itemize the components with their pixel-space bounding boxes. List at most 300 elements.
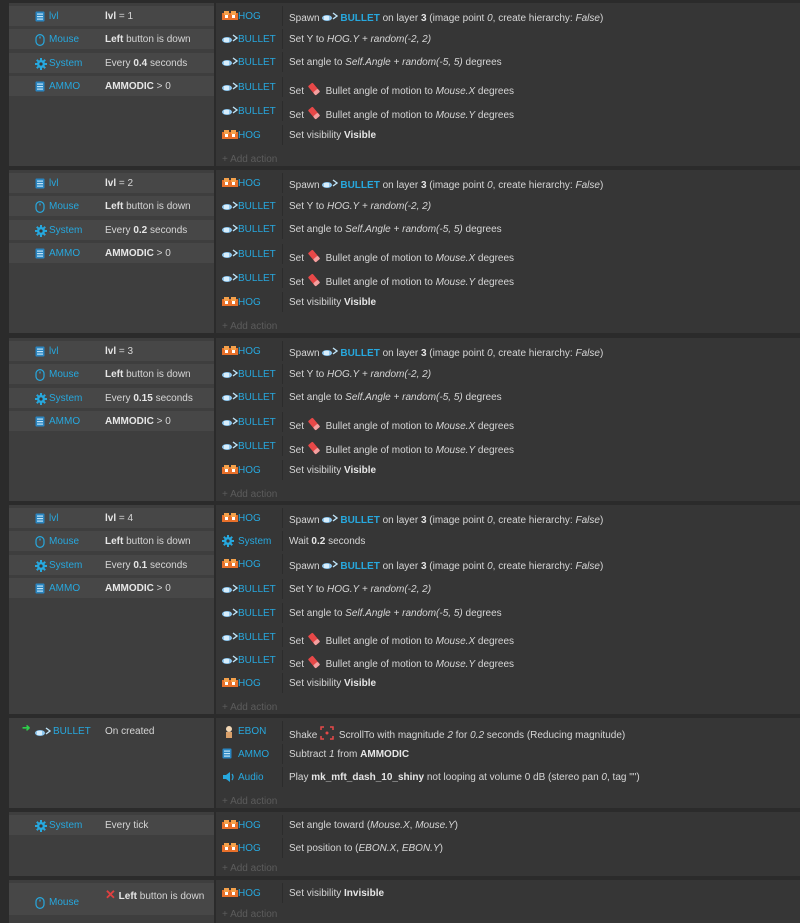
condition-row[interactable] (9, 6, 214, 26)
text-segment: Shake (289, 730, 321, 741)
condition-object-name: AMMO (49, 583, 81, 594)
hog-sprite-icon (222, 296, 237, 308)
text-segment: Play (289, 772, 312, 783)
text-segment: seconds (325, 536, 366, 547)
action-row[interactable] (216, 244, 800, 264)
text-segment: = 4 (116, 513, 134, 524)
action-row[interactable] (216, 673, 800, 693)
condition-text (105, 81, 171, 92)
text-segment: 0.15 (133, 393, 153, 404)
action-row[interactable] (216, 101, 800, 121)
action-row[interactable] (216, 508, 800, 528)
text-segment: button is down (123, 34, 191, 45)
action-text (289, 178, 603, 193)
text-segment: Set Y to (289, 584, 327, 595)
text-segment: ) (439, 843, 443, 854)
bullet-sprite-icon (222, 33, 237, 45)
condition-object-name: AMMO (49, 416, 81, 427)
action-row[interactable] (216, 387, 800, 407)
text-segment: degrees (475, 636, 515, 647)
text-segment: , create hierarchy: (492, 515, 576, 526)
text-segment: Bullet angle of motion to (322, 445, 436, 456)
action-row[interactable] (216, 627, 800, 647)
condition-row[interactable] (9, 815, 214, 835)
variable-icon (35, 81, 45, 92)
action-object-name: HOG (238, 559, 261, 570)
conditions-panel[interactable] (9, 718, 214, 808)
text-segment: 0 (487, 348, 493, 359)
text-segment: seconds (Reducing magnitude) (484, 730, 626, 741)
mouse-icon (35, 34, 45, 45)
text-segment: 1 (329, 749, 335, 760)
text-segment: button is down (123, 201, 191, 212)
event-block[interactable] (0, 3, 800, 166)
conditions-panel[interactable] (9, 170, 214, 333)
action-text (289, 392, 502, 403)
action-row[interactable] (216, 412, 800, 432)
bullet-sprite-icon (222, 440, 237, 452)
action-divider (282, 6, 283, 26)
condition-row[interactable] (9, 220, 214, 240)
event-block[interactable] (0, 170, 800, 333)
action-divider (282, 364, 283, 384)
bullet-sprite-icon (222, 248, 237, 260)
action-divider (282, 554, 283, 574)
condition-row[interactable] (9, 76, 214, 96)
text-segment: Set (289, 110, 307, 121)
object-reference: BULLET (340, 515, 380, 526)
action-text (289, 57, 502, 68)
action-object-name: BULLET (238, 201, 276, 212)
action-divider (282, 244, 283, 264)
inverted-x-icon: ✕ (105, 887, 116, 902)
hog-sprite-icon (222, 464, 237, 476)
action-row[interactable] (216, 196, 800, 216)
event-block[interactable] (0, 338, 800, 501)
bullet-sprite-icon (222, 105, 237, 117)
text-segment: AMMODIC (105, 248, 154, 259)
text-segment: Set visibility (289, 130, 345, 141)
condition-object-name: AMMO (49, 248, 81, 259)
text-segment: 3 (420, 348, 427, 359)
bullet-sprite-icon (222, 391, 237, 403)
text-segment: button is down (123, 369, 191, 380)
action-row[interactable] (216, 125, 800, 145)
condition-object-name: Mouse (49, 369, 80, 380)
mouse-icon (35, 201, 45, 212)
condition-row[interactable] (9, 364, 214, 384)
conditions-panel[interactable] (9, 338, 214, 501)
text-segment: AMMODIC (105, 416, 154, 427)
bullet-sprite-icon (222, 81, 237, 93)
action-divider (282, 603, 283, 623)
condition-row[interactable] (9, 555, 214, 575)
condition-text (105, 536, 191, 547)
bullet-sprite-icon (222, 272, 237, 284)
system-gear-icon (35, 393, 45, 404)
text-segment: degrees (475, 659, 515, 670)
condition-object-name: lvl (49, 346, 59, 357)
condition-row[interactable] (9, 196, 214, 216)
event-margin[interactable] (0, 3, 8, 166)
action-text (289, 441, 514, 458)
event-margin[interactable] (0, 812, 8, 876)
condition-object-name: Mouse (49, 34, 80, 45)
action-row[interactable] (216, 364, 800, 384)
text-segment: + random(-2, 2) (359, 201, 432, 212)
hog-sprite-icon (222, 345, 237, 357)
eraser-icon (307, 655, 321, 672)
text-segment: > 0 (153, 81, 171, 92)
text-segment: AMMODIC (105, 81, 154, 92)
action-row[interactable] (216, 554, 800, 574)
action-divider (282, 531, 283, 551)
text-segment: 0.2 (311, 536, 326, 547)
action-row[interactable] (216, 460, 800, 480)
action-row[interactable] (216, 531, 800, 551)
text-segment: seconds (147, 225, 188, 236)
action-object-name: HOG (238, 465, 261, 476)
action-object-name: AMMO (238, 749, 270, 760)
action-divider (282, 125, 283, 145)
text-segment: Mouse.X (435, 86, 476, 97)
system-gear-icon (35, 820, 45, 831)
condition-text (105, 34, 191, 45)
bullet-sprite-icon (222, 368, 237, 380)
text-segment: HOG.Y (327, 584, 360, 595)
bullet-sprite-icon (222, 607, 237, 619)
action-text (289, 11, 603, 26)
text-segment: 3 (420, 13, 427, 24)
text-segment: Mouse.Y (435, 659, 476, 670)
text-segment: Mouse.X (435, 421, 476, 432)
text-segment: Visible (344, 465, 377, 476)
text-segment: Set (289, 636, 307, 647)
action-object-name: BULLET (238, 584, 276, 595)
action-divider (282, 77, 283, 97)
text-segment: + random(-2, 2) (359, 584, 432, 595)
action-row[interactable] (216, 341, 800, 361)
actions-panel[interactable] (216, 718, 800, 808)
add-action-link[interactable]: + Add action (222, 863, 278, 874)
actions-panel[interactable] (216, 880, 800, 923)
eraser-icon (307, 106, 321, 123)
text-segment: 0 (487, 515, 493, 526)
text-segment: Set Y to (289, 201, 327, 212)
action-row[interactable] (216, 650, 800, 670)
text-segment: Left (105, 369, 124, 380)
action-divider (282, 387, 283, 407)
text-segment: (image point (426, 561, 488, 572)
hog-sprite-icon (222, 177, 237, 189)
add-action-link[interactable]: + Add action (222, 702, 278, 713)
condition-row[interactable] (9, 388, 214, 408)
action-row[interactable] (216, 436, 800, 456)
text-segment: Mouse.X (435, 636, 476, 647)
action-row[interactable] (216, 767, 800, 787)
actions-panel[interactable] (216, 505, 800, 714)
text-segment: ) (599, 561, 604, 572)
action-row[interactable] (216, 52, 800, 72)
event-block[interactable] (0, 718, 800, 808)
text-segment: on layer (379, 180, 421, 191)
hog-sprite-icon (222, 887, 237, 899)
action-row[interactable] (216, 6, 800, 26)
text-segment: 0 (487, 13, 493, 24)
action-row[interactable] (216, 219, 800, 239)
action-object-name: BULLET (238, 417, 276, 428)
text-segment: ) (454, 820, 459, 831)
text-segment: On created (105, 726, 155, 737)
condition-text (105, 513, 133, 524)
eraser-icon (307, 273, 321, 290)
action-row[interactable] (216, 838, 800, 858)
action-divider (282, 627, 283, 647)
text-segment: Every (105, 560, 134, 571)
condition-text (105, 726, 154, 737)
action-text (289, 843, 443, 854)
add-action-link[interactable]: + Add action (222, 796, 278, 807)
condition-text (105, 58, 187, 69)
action-row[interactable] (216, 721, 800, 741)
bullet-sprite-icon (222, 200, 237, 212)
text-segment: = 3 (116, 346, 134, 357)
text-segment: 0.2 (470, 730, 485, 741)
actions-panel[interactable] (216, 170, 800, 333)
text-segment: (image point (426, 348, 488, 359)
text-segment: Set visibility (289, 888, 345, 899)
condition-row[interactable] (9, 243, 214, 263)
event-margin[interactable] (0, 718, 8, 808)
bullet-sprite-icon (222, 223, 237, 235)
text-segment: AMMODIC (105, 583, 154, 594)
text-segment: Set angle to (289, 392, 346, 403)
condition-row[interactable] (9, 508, 214, 528)
actions-panel[interactable] (216, 3, 800, 166)
event-margin[interactable] (0, 338, 8, 501)
event-block[interactable] (0, 812, 800, 876)
action-object-name: BULLET (238, 224, 276, 235)
condition-text (105, 201, 191, 212)
eraser-icon (307, 249, 321, 266)
action-row[interactable] (216, 292, 800, 312)
text-segment: HOG.Y (327, 369, 360, 380)
action-object-name: BULLET (238, 82, 276, 93)
action-divider (282, 673, 283, 693)
event-block[interactable] (0, 880, 800, 923)
condition-object-name: Mouse (49, 897, 80, 908)
actions-panel[interactable] (216, 812, 800, 876)
condition-object-name: Mouse (49, 536, 80, 547)
text-segment: Subtract (289, 749, 330, 760)
condition-row[interactable] (9, 721, 214, 741)
action-row[interactable] (216, 883, 800, 903)
action-object-name: HOG (238, 346, 261, 357)
condition-row[interactable] (9, 341, 214, 361)
action-object-name: HOG (238, 11, 261, 22)
text-segment: ScrollTo with magnitude (336, 730, 448, 741)
text-segment: Mouse.X (370, 820, 410, 831)
actions-panel[interactable] (216, 338, 800, 501)
action-divider (282, 815, 283, 835)
text-segment: Left (105, 536, 124, 547)
conditions-panel[interactable] (9, 812, 214, 876)
action-text (289, 749, 409, 760)
speaker-icon (222, 771, 237, 783)
text-segment: 0 (487, 561, 493, 572)
text-segment: , create hierarchy: (492, 348, 576, 359)
event-block[interactable] (0, 505, 800, 714)
text-segment: on layer (379, 13, 421, 24)
text-segment: Self.Angle (345, 224, 391, 235)
event-margin[interactable] (0, 880, 8, 923)
eraser-icon (307, 417, 321, 434)
text-segment: Self.Angle (345, 57, 391, 68)
action-text (289, 273, 514, 290)
text-segment: 3 (420, 515, 427, 526)
text-segment: Self.Angle (345, 392, 391, 403)
action-row[interactable] (216, 815, 800, 835)
action-divider (282, 650, 283, 670)
event-margin[interactable] (0, 170, 8, 333)
add-action-link[interactable]: + Add action (222, 154, 278, 165)
action-divider (282, 268, 283, 288)
conditions-panel[interactable] (9, 880, 214, 923)
condition-text (105, 393, 193, 404)
add-action-link[interactable]: + Add action (222, 489, 278, 500)
event-margin[interactable] (0, 505, 8, 714)
action-object-name: HOG (238, 130, 261, 141)
variable-icon (222, 748, 237, 760)
action-object-name: HOG (238, 297, 261, 308)
trigger-arrow-icon: ➜ (22, 723, 31, 734)
action-divider (282, 412, 283, 432)
text-segment: 0 (487, 180, 493, 191)
text-segment: lvl (105, 178, 117, 189)
text-segment: Set visibility (289, 465, 345, 476)
action-row[interactable] (216, 29, 800, 49)
text-segment: HOG.Y (327, 201, 360, 212)
condition-row[interactable] (9, 53, 214, 73)
condition-text (105, 178, 133, 189)
action-divider (282, 219, 283, 239)
conditions-panel[interactable] (9, 3, 214, 166)
action-row[interactable] (216, 579, 800, 599)
mouse-icon (35, 897, 45, 908)
text-segment: Set angle to (289, 57, 346, 68)
condition-row[interactable] (9, 173, 214, 193)
action-row[interactable] (216, 744, 800, 764)
conditions-panel[interactable] (9, 505, 214, 714)
text-segment: > 0 (153, 248, 171, 259)
text-segment: Left (115, 891, 138, 902)
text-segment: + random(-5, 5) (390, 608, 463, 619)
text-segment: for (452, 730, 471, 741)
text-segment: , (396, 843, 402, 854)
text-segment: seconds (147, 560, 188, 571)
condition-text (105, 346, 133, 357)
action-text (289, 34, 431, 45)
text-segment: on layer (379, 515, 421, 526)
text-segment: ) (599, 348, 604, 359)
hog-sprite-icon (222, 819, 237, 831)
text-segment: Spawn (289, 515, 323, 526)
condition-row[interactable] (9, 883, 214, 915)
text-segment: lvl (105, 11, 117, 22)
text-segment: Bullet angle of motion to (322, 253, 436, 264)
action-divider (282, 744, 283, 764)
add-action-link[interactable]: + Add action (222, 909, 278, 920)
text-segment: Bullet angle of motion to (322, 659, 436, 670)
variable-icon (35, 248, 45, 259)
action-divider (282, 196, 283, 216)
text-segment: degrees (475, 86, 515, 97)
bullet-icon (322, 346, 338, 361)
text-segment: degrees (475, 445, 515, 456)
eraser-icon (307, 441, 321, 458)
add-action-link[interactable]: + Add action (222, 321, 278, 332)
text-segment: False (575, 13, 600, 24)
bullet-icon (322, 11, 338, 26)
text-segment: Self.Angle (345, 608, 391, 619)
action-text (289, 678, 376, 689)
hog-sprite-icon (222, 842, 237, 854)
action-row[interactable] (216, 268, 800, 288)
action-text (289, 608, 502, 619)
condition-row[interactable] (9, 578, 214, 598)
text-segment: , create hierarchy: (492, 180, 576, 191)
text-segment: button is down (137, 891, 205, 902)
action-text (289, 536, 365, 547)
variable-icon (35, 178, 45, 189)
condition-row[interactable] (9, 531, 214, 551)
system-gear-icon (35, 560, 45, 571)
action-text (289, 130, 376, 141)
condition-object-name: System (49, 393, 83, 404)
condition-text (105, 225, 187, 236)
action-text (289, 106, 514, 123)
action-text (289, 820, 458, 831)
text-segment: Every (105, 58, 134, 69)
text-segment: Left (105, 201, 124, 212)
condition-row[interactable] (9, 411, 214, 431)
condition-text (105, 369, 191, 380)
action-object-name: HOG (238, 178, 261, 189)
action-divider (282, 173, 283, 193)
text-segment: Bullet angle of motion to (322, 110, 436, 121)
action-row[interactable] (216, 603, 800, 623)
action-row[interactable] (216, 173, 800, 193)
system-gear-icon (222, 535, 237, 547)
action-divider (282, 101, 283, 121)
action-text (289, 772, 640, 783)
text-segment: Visible (344, 678, 377, 689)
action-object-name: EBON (238, 726, 267, 737)
text-segment: Set Y to (289, 369, 327, 380)
text-segment: Set Y to (289, 34, 327, 45)
eraser-icon (307, 82, 321, 99)
text-segment: Mouse.Y (435, 277, 476, 288)
action-object-name: BULLET (238, 608, 276, 619)
system-gear-icon (35, 225, 45, 236)
text-segment: 0.2 (133, 225, 148, 236)
action-text (289, 559, 603, 574)
action-row[interactable] (216, 77, 800, 97)
action-divider (282, 292, 283, 312)
condition-row[interactable] (9, 29, 214, 49)
system-gear-icon (35, 58, 45, 69)
variable-icon (35, 513, 45, 524)
